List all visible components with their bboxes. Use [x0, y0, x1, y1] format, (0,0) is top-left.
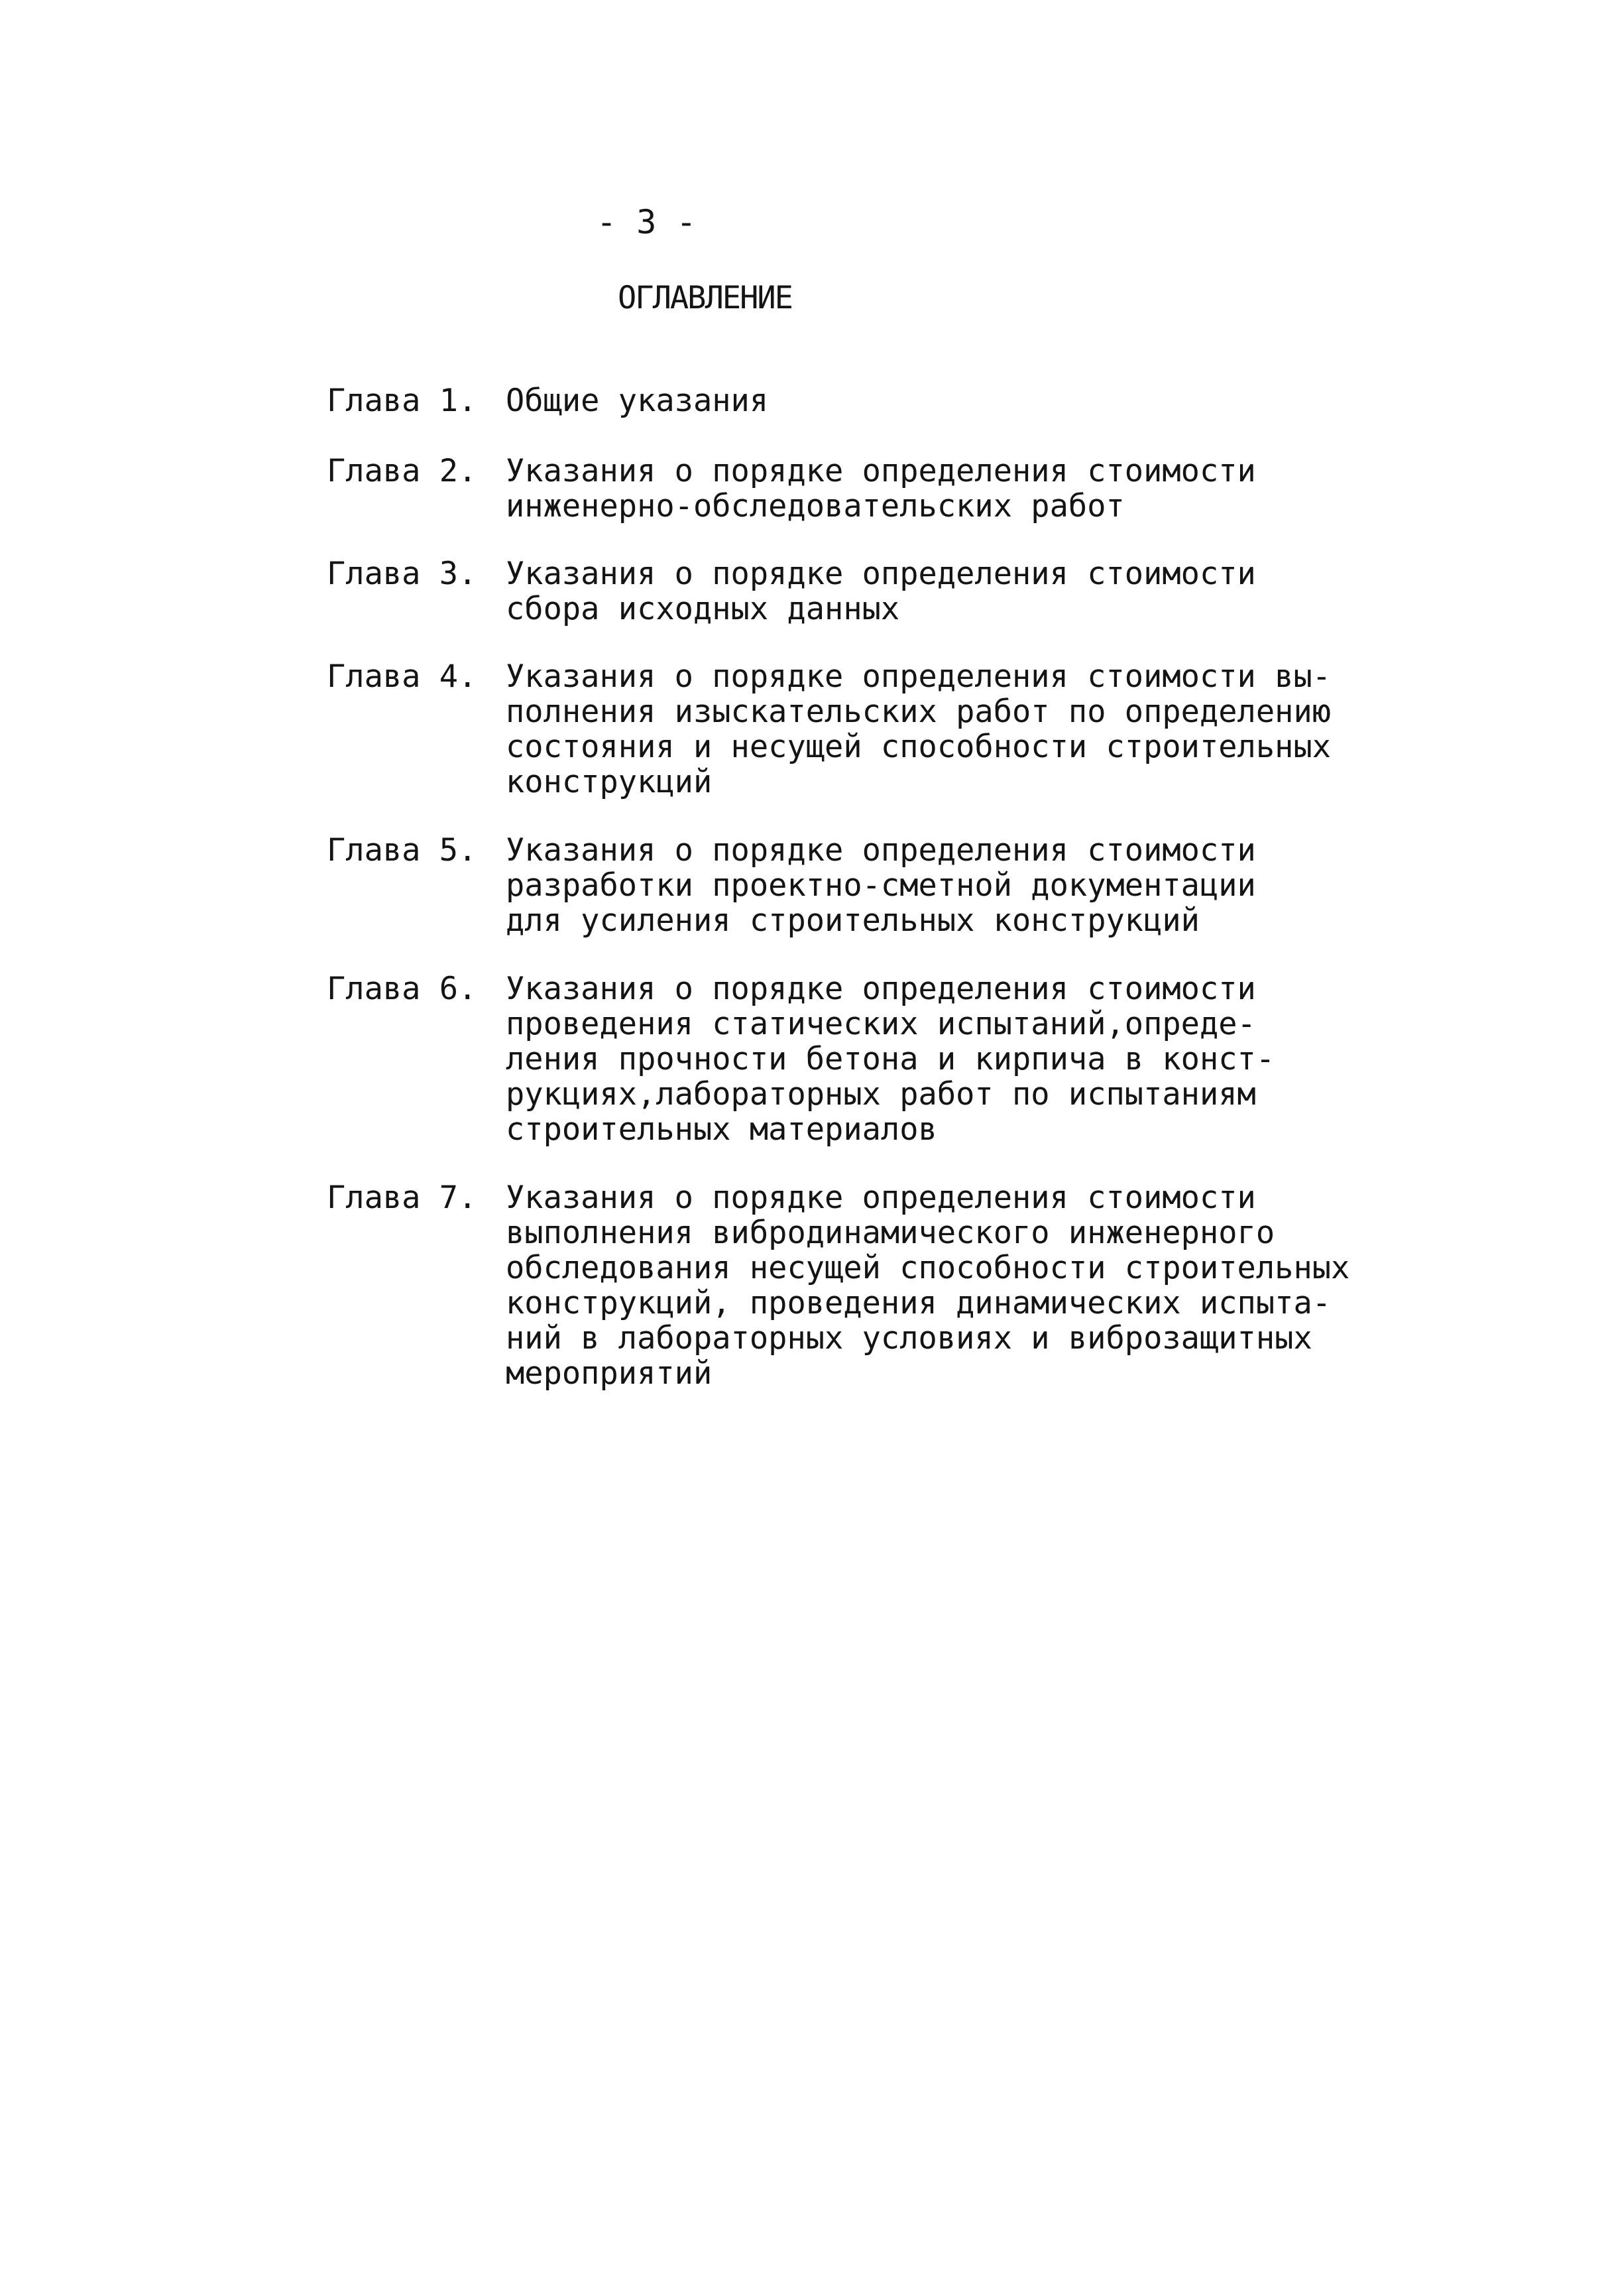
chapter-title-line: мероприятий: [506, 1355, 713, 1392]
chapter-title: [506, 659, 1331, 800]
toc-entry-1: [327, 383, 768, 418]
toc-entry-6: [327, 971, 1275, 1147]
chapter-title: [506, 833, 1256, 938]
chapter-title-line: Общие указания: [506, 383, 769, 419]
chapter-label: Глава 1.: [327, 383, 477, 419]
page-number: - 3 -: [597, 203, 697, 241]
chapter-title-line: рукциях,лабораторных работ по испытаниям: [506, 1076, 1256, 1113]
chapter-label: Глава 4.: [327, 658, 477, 695]
chapter-title-line: проведения статических испытаний,опреде-: [506, 1006, 1256, 1042]
chapter-title-line: Указания о порядке определения стоимости: [506, 453, 1256, 489]
chapter-title: [506, 971, 1275, 1147]
toc-entry-5: [327, 833, 1256, 938]
chapter-title-line: состояния и несущей способности строительных: [506, 729, 1332, 765]
toc-entry-3: [327, 556, 1256, 627]
chapter-title-line: полнения изыскательских работ по определению: [506, 694, 1332, 730]
chapter-title-line: инженерно-обследовательских работ: [506, 488, 1125, 524]
chapter-title-line: конструкций, проведения динамических испыта-: [506, 1285, 1332, 1321]
chapter-title-line: Указания о порядке определения стоимости: [506, 832, 1256, 869]
chapter-title: [506, 453, 1256, 524]
chapter-title-line: выполнения вибродинамического инженерного: [506, 1215, 1275, 1251]
chapter-title-line: Указания о порядке определения стоимости: [506, 1179, 1256, 1216]
chapter-title: [506, 556, 1256, 627]
toc-entry-2: [327, 453, 1256, 524]
chapter-title: [506, 1180, 1349, 1391]
chapter-label: Глава 5.: [327, 832, 477, 869]
chapter-label: Глава 2.: [327, 453, 477, 489]
chapter-title-line: Указания о порядке определения стоимости вы-: [506, 658, 1332, 695]
chapter-title-line: для усиления строительных конструкций: [506, 902, 1200, 939]
chapter-title-line: разработки проектно-сметной документации: [506, 867, 1256, 904]
chapter-title-line: строительных материалов: [506, 1111, 937, 1148]
chapter-title-line: Указания о порядке определения стоимости: [506, 971, 1256, 1007]
chapter-title-line: ний в лабораторных условиях и виброзащитных: [506, 1320, 1312, 1357]
toc-entry-4: [327, 659, 1331, 800]
chapter-title-line: конструкций: [506, 764, 713, 800]
chapter-label: Глава 3.: [327, 556, 477, 592]
toc-title: ОГЛАВЛЕНИЕ: [618, 280, 792, 316]
chapter-title-line: Указания о порядке определения стоимости: [506, 556, 1256, 592]
chapter-label: Глава 7.: [327, 1179, 477, 1216]
chapter-title-line: ления прочности бетона и кирпича в конст-: [506, 1041, 1275, 1077]
chapter-title-line: обследования несущей способности строительных: [506, 1250, 1350, 1286]
chapter-label: Глава 6.: [327, 971, 477, 1007]
toc-entry-7: [327, 1180, 1349, 1391]
chapter-title-line: сбора исходных данных: [506, 591, 900, 627]
chapter-title: [506, 383, 768, 418]
